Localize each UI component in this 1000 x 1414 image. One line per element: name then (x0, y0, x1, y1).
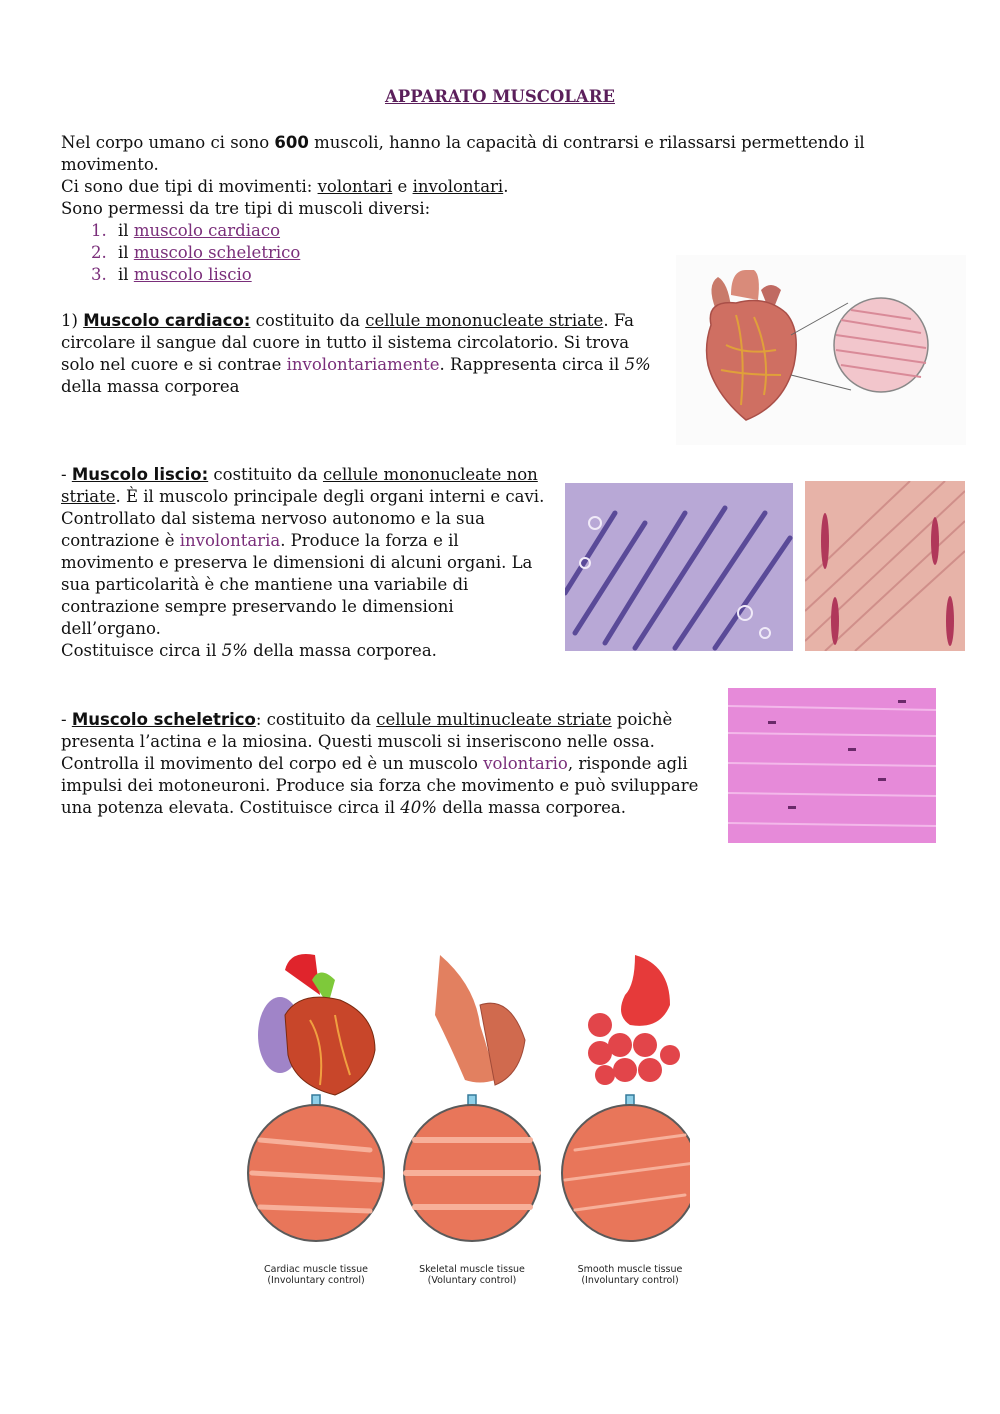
page-title: APPARATO MUSCOLARE (385, 87, 615, 106)
link-muscolo-cardiaco[interactable]: muscolo cardiaco (133, 221, 281, 240)
link-muscolo-scheletrico[interactable]: muscolo scheletrico (133, 243, 301, 262)
link-muscolo-liscio[interactable]: muscolo liscio (133, 265, 252, 284)
muscle-count: 600 (274, 133, 309, 152)
smooth-muscle-micrograph-1 (565, 483, 793, 651)
cardiac-heading: Muscolo cardiaco: (83, 311, 251, 330)
skeletal-section: - Muscolo scheletrico: costituito da cellule multinucleate striate poichè presenta l’actina e la miosina. Questi muscoli si inseriscono nelle ossa. Controlla il movimento del corpo ed è un muscolo volontario, risponde agli impulsi dei motoneuroni. Produce sia forza che movimento e può sviluppare una potenza elevata. Costituisce circa il 40% della massa corporea. (61, 710, 699, 817)
smooth-heading: Muscolo liscio: (71, 465, 209, 484)
list-item: 2. il muscolo scheletrico (91, 243, 301, 262)
list-item: 3. il muscolo liscio (91, 265, 252, 284)
list-item: 1. il muscolo cardiaco (91, 221, 281, 240)
skeletal-tissue-circle (404, 1105, 540, 1241)
heart-icon (258, 954, 375, 1095)
stomach-icon (588, 955, 680, 1085)
smooth-muscle-micrograph-2 (805, 481, 965, 651)
muscle-types-diagram (240, 945, 690, 1265)
cardiac-tissue-zoom (834, 298, 928, 392)
cardiac-section: 1) Muscolo cardiaco: costituito da cellule mononucleate striate. Fa circolare il sangue dal cuore in tutto il sistema circolatorio. Si trova solo nel cuore e si contrae involontariamente. Rappresenta circa il 5% della massa corporea (61, 311, 651, 396)
diagram-label-cardiac: Cardiac muscle tissue (Involuntary control) (263, 1264, 368, 1286)
smooth-tissue-circle (562, 1105, 690, 1241)
cardiac-tissue-circle (248, 1105, 384, 1241)
diagram-label-skeletal: Skeletal muscle tissue (Voluntary control) (419, 1264, 525, 1286)
heart-illustration (676, 255, 966, 445)
diagram-label-smooth: Smooth muscle tissue (Involuntary control) (577, 1264, 683, 1286)
smooth-section: - Muscolo liscio: costituito da cellule mononucleate non striate. È il muscolo principale degli organi interni e cavi. Controllato dal sistema nervoso autonomo e la sua contrazione è involontaria. Produce la forza e il movimento e preserva le dimensioni di alcuni organi. La sua particolarità è che mantiene una variabile di contrazione sempre preservando le dimensioni dell’organo. Costituisce circa il 5% della massa corporea. (61, 465, 545, 660)
skeletal-muscle-micrograph (728, 688, 936, 843)
movement-types: Ci sono due tipi di movimenti: volontari e involontari. (61, 177, 509, 196)
muscle-types-intro: Sono permessi da tre tipi di muscoli diversi: (61, 199, 431, 218)
skeletal-heading: Muscolo scheletrico (71, 710, 256, 729)
arm-muscle-icon (435, 955, 525, 1085)
intro-paragraph: Nel corpo umano ci sono 600 muscoli, hanno la capacità di contrarsi e rilassarsi permettendo il movimento. (61, 133, 865, 174)
